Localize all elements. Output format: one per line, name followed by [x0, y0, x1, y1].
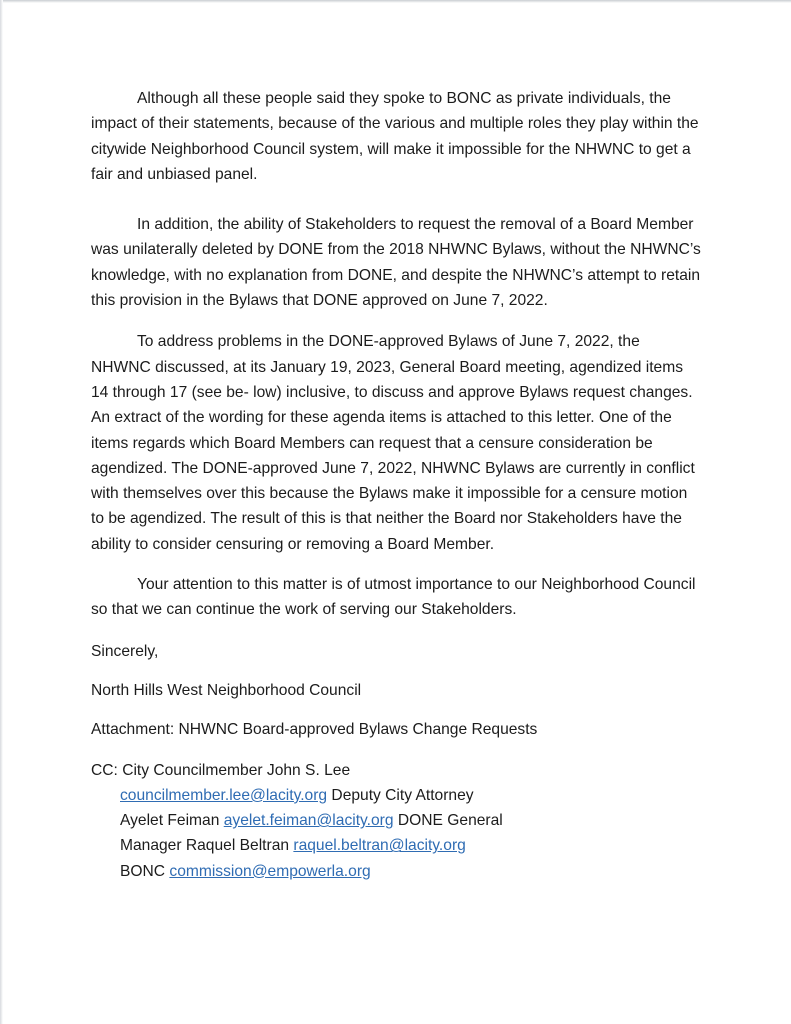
signature: North Hills West Neighborhood Council	[91, 681, 362, 699]
email-link-councilmember[interactable]: councilmember.lee@lacity.org	[120, 786, 328, 804]
cc-line-4-text: BONC	[120, 862, 170, 880]
cc-line-3	[120, 833, 701, 858]
cc-line-2-text: Ayelet Feiman	[120, 812, 224, 830]
closing: Sincerely,	[91, 642, 159, 660]
cc-line-3-text: Manager Raquel Beltran	[120, 837, 294, 855]
cc-line-2-after: DONE General	[393, 812, 503, 830]
letter-body	[91, 86, 701, 884]
email-link-beltran[interactable]: raquel.beltran@lacity.org	[293, 837, 466, 855]
email-link-bonc[interactable]: commission@empowerla.org	[169, 862, 371, 880]
paragraph-urgency: Your attention to this matter is of utmost importance to our Neighborhood Council so that we can continue the work of serving our Stakeholders.	[91, 576, 696, 619]
cc-line-1-text: Deputy City Attorney	[327, 786, 474, 804]
cc-header: CC: City Councilmember John S. Lee	[91, 761, 351, 779]
page-left-edge	[0, 0, 3, 1024]
cc-line-1	[120, 783, 701, 808]
attachment-line: Attachment: NHWNC Board-approved Bylaws Change Requests	[91, 721, 538, 739]
paragraph-private-individuals: Although all these people said they spoke to BONC as private individuals, the impact of their statements, because of the various and multiple roles they play within the citywide Neighborhood Council system, will make it impossible for the NHWNC to get a fair and unbiased panel.	[91, 90, 699, 183]
cc-list	[91, 783, 701, 884]
cc-line-2	[120, 808, 701, 833]
paragraph-bylaws-changes: To address problems in the DONE-approved Bylaws of June 7, 2022, the NHWNC discussed, at its January 19, 2023, General Board meeting, agendized items 14 through 17 (see be- low) inclusive, to discuss and approve Bylaws request changes. An extract of the wording for these agenda items is attached to this letter. One of the items regards which Board Members can request that a censure consideration be agendized. The DONE-approved June 7, 2022, NHWNC Bylaws are currently in conflict with themselves over this because the Bylaws make it impossible for a censure motion to be agendized. The result of this is that neither the Board nor Stakeholders have the ability to consider censuring or removing a Board Member.	[91, 333, 695, 553]
cc-line-4	[120, 859, 701, 884]
email-link-feiman[interactable]: ayelet.feiman@lacity.org	[223, 812, 394, 830]
cc-block	[91, 758, 701, 884]
paragraph-removal-provision: In addition, the ability of Stakeholders to request the removal of a Board Member was unilaterally deleted by DONE from the 2018 NHWNC Bylaws, without the NHWNC’s knowledge, with no explanation from DONE, and despite the NHWNC’s attempt to retain this provision in the Bylaws that DONE approved on June 7, 2022.	[91, 216, 701, 310]
page-top-edge	[0, 0, 791, 3]
